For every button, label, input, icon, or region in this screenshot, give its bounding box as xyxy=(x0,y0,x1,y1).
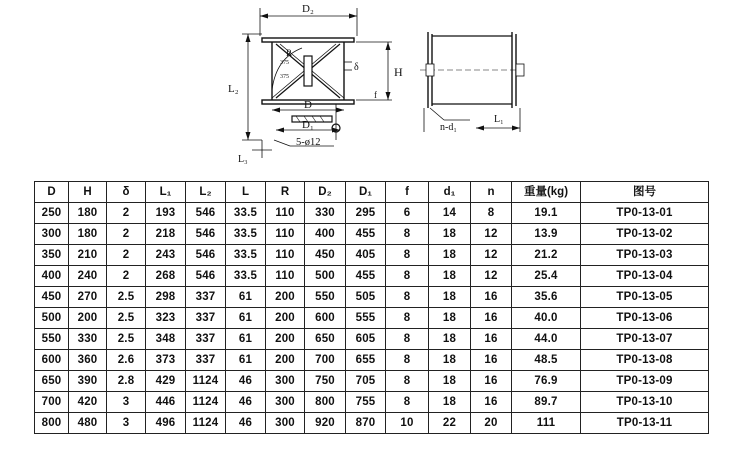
column-header: d₁ xyxy=(429,182,471,203)
table-cell: 755 xyxy=(346,392,386,413)
table-cell: 605 xyxy=(346,329,386,350)
table-cell: 22 xyxy=(429,413,471,434)
table-cell: 455 xyxy=(346,266,386,287)
table-cell: 2.6 xyxy=(107,350,146,371)
table-cell: 400 xyxy=(305,224,346,245)
table-cell: 20 xyxy=(471,413,512,434)
table-cell: 200 xyxy=(69,308,107,329)
table-cell: 348 xyxy=(146,329,186,350)
table-cell: 18 xyxy=(429,392,471,413)
column-header: H xyxy=(69,182,107,203)
table-cell: 33.5 xyxy=(226,245,266,266)
table-cell: 16 xyxy=(471,329,512,350)
column-header: L₂ xyxy=(186,182,226,203)
table-cell: 300 xyxy=(266,371,305,392)
table-cell: 337 xyxy=(186,287,226,308)
column-header: L₁ xyxy=(146,182,186,203)
table-row xyxy=(35,350,709,371)
table-cell: 46 xyxy=(226,413,266,434)
table-cell: 1124 xyxy=(186,413,226,434)
table-cell: 600 xyxy=(35,350,69,371)
label-l1: L₁ xyxy=(494,114,504,125)
table-cell: 18 xyxy=(429,245,471,266)
table-row xyxy=(35,203,709,224)
table-cell: 8 xyxy=(386,329,429,350)
table-body xyxy=(35,203,709,434)
table-cell: 16 xyxy=(471,371,512,392)
table-row xyxy=(35,287,709,308)
table-cell: 8 xyxy=(386,287,429,308)
table-cell: 373 xyxy=(146,350,186,371)
table-cell: 420 xyxy=(69,392,107,413)
table-cell: 300 xyxy=(35,224,69,245)
table-cell: 110 xyxy=(266,245,305,266)
table-cell: 16 xyxy=(471,350,512,371)
table-row xyxy=(35,245,709,266)
table-cell: 18 xyxy=(429,266,471,287)
table-cell: 337 xyxy=(186,350,226,371)
label-delta: δ xyxy=(354,62,359,73)
table-cell: 14 xyxy=(429,203,471,224)
table-cell: 650 xyxy=(305,329,346,350)
table-row xyxy=(35,329,709,350)
table-cell: 405 xyxy=(346,245,386,266)
table-cell: 110 xyxy=(266,266,305,287)
table-cell: 33.5 xyxy=(226,224,266,245)
table-cell: 61 xyxy=(226,329,266,350)
column-header: f xyxy=(386,182,429,203)
column-header: 图号 xyxy=(581,182,709,203)
column-header: D₁ xyxy=(346,182,386,203)
table-cell: 25.4 xyxy=(512,266,581,287)
label-l2: L₂ xyxy=(228,83,239,95)
table-cell: 8 xyxy=(386,350,429,371)
table-cell: 920 xyxy=(305,413,346,434)
table-cell: 193 xyxy=(146,203,186,224)
table-cell: 8 xyxy=(386,245,429,266)
table-cell: 18 xyxy=(429,329,471,350)
table-cell: 243 xyxy=(146,245,186,266)
label-f: f xyxy=(374,90,377,100)
table-cell: 500 xyxy=(35,308,69,329)
column-header: L xyxy=(226,182,266,203)
table-cell: 298 xyxy=(146,287,186,308)
table-row xyxy=(35,413,709,434)
table-cell: 337 xyxy=(186,329,226,350)
table-cell: 800 xyxy=(305,392,346,413)
label-angle-top: 375 xyxy=(280,60,289,66)
label-d2: D₂ xyxy=(302,3,314,15)
table-cell: 2 xyxy=(107,224,146,245)
table-cell: 200 xyxy=(266,329,305,350)
column-header: n xyxy=(471,182,512,203)
table-cell: 218 xyxy=(146,224,186,245)
table-cell: TP0-13-06 xyxy=(581,308,709,329)
table-cell: 3 xyxy=(107,413,146,434)
table-cell: 870 xyxy=(346,413,386,434)
table-cell: 295 xyxy=(346,203,386,224)
table-cell: 650 xyxy=(35,371,69,392)
table-cell: 429 xyxy=(146,371,186,392)
table-cell: 12 xyxy=(471,224,512,245)
table-cell: 33.5 xyxy=(226,203,266,224)
table-cell: 18 xyxy=(429,308,471,329)
table-cell: 210 xyxy=(69,245,107,266)
label-d1: D₁ xyxy=(302,119,314,131)
table-cell: 61 xyxy=(226,308,266,329)
table-cell: 2.5 xyxy=(107,287,146,308)
table-cell: TP0-13-03 xyxy=(581,245,709,266)
table-cell: 61 xyxy=(226,287,266,308)
table-cell: 8 xyxy=(386,308,429,329)
table-cell: 21.2 xyxy=(512,245,581,266)
table-cell: 12 xyxy=(471,266,512,287)
table-cell: 700 xyxy=(35,392,69,413)
table-cell: 300 xyxy=(266,413,305,434)
table-cell: 61 xyxy=(226,350,266,371)
table-cell: 546 xyxy=(186,266,226,287)
table-cell: TP0-13-05 xyxy=(581,287,709,308)
table-cell: 76.9 xyxy=(512,371,581,392)
table-cell: 40.0 xyxy=(512,308,581,329)
table-cell: 2 xyxy=(107,203,146,224)
table-cell: 8 xyxy=(386,371,429,392)
table-cell: 180 xyxy=(69,224,107,245)
table-cell: 44.0 xyxy=(512,329,581,350)
table-cell: 546 xyxy=(186,203,226,224)
label-n-d1: n-d₁ xyxy=(440,122,457,133)
table-cell: 655 xyxy=(346,350,386,371)
table-cell: 10 xyxy=(386,413,429,434)
table-cell: 8 xyxy=(386,266,429,287)
table-cell: 8 xyxy=(386,224,429,245)
table-cell: 330 xyxy=(69,329,107,350)
table-cell: 500 xyxy=(305,266,346,287)
table-cell: 12 xyxy=(471,245,512,266)
table-cell: 705 xyxy=(346,371,386,392)
table-cell: 2.5 xyxy=(107,308,146,329)
table-cell: TP0-13-04 xyxy=(581,266,709,287)
label-angle-bottom: 375 xyxy=(280,74,289,80)
table-cell: 750 xyxy=(305,371,346,392)
technical-drawing xyxy=(0,0,733,180)
table-cell: 555 xyxy=(346,308,386,329)
table-cell: 2.8 xyxy=(107,371,146,392)
label-h: H xyxy=(394,65,403,79)
table-cell: TP0-13-11 xyxy=(581,413,709,434)
label-r: R xyxy=(286,48,293,58)
column-header: δ xyxy=(107,182,146,203)
table-cell: 337 xyxy=(186,308,226,329)
table-cell: 1124 xyxy=(186,392,226,413)
table-row xyxy=(35,392,709,413)
table-cell: 16 xyxy=(471,287,512,308)
table-cell: 8 xyxy=(386,392,429,413)
table-cell: 19.1 xyxy=(512,203,581,224)
table-row xyxy=(35,371,709,392)
table-cell: 550 xyxy=(35,329,69,350)
table-cell: 2.5 xyxy=(107,329,146,350)
table-cell: 2 xyxy=(107,266,146,287)
table-cell: 200 xyxy=(266,350,305,371)
column-header: D xyxy=(35,182,69,203)
table-cell: TP0-13-02 xyxy=(581,224,709,245)
table-cell: 13.9 xyxy=(512,224,581,245)
table-cell: 505 xyxy=(346,287,386,308)
table-cell: 546 xyxy=(186,224,226,245)
table-cell: 8 xyxy=(471,203,512,224)
table-cell: 268 xyxy=(146,266,186,287)
table-cell: 330 xyxy=(305,203,346,224)
table-cell: 18 xyxy=(429,224,471,245)
table-cell: 450 xyxy=(305,245,346,266)
table-cell: 1124 xyxy=(186,371,226,392)
table-cell: TP0-13-07 xyxy=(581,329,709,350)
table-cell: TP0-13-10 xyxy=(581,392,709,413)
table-cell: 46 xyxy=(226,371,266,392)
table-cell: 450 xyxy=(35,287,69,308)
table-cell: 700 xyxy=(305,350,346,371)
table-cell: 110 xyxy=(266,203,305,224)
table-cell: 455 xyxy=(346,224,386,245)
table-cell: 480 xyxy=(69,413,107,434)
spec-table xyxy=(34,181,709,434)
table-cell: 200 xyxy=(266,308,305,329)
table-cell: 18 xyxy=(429,371,471,392)
table-cell: TP0-13-01 xyxy=(581,203,709,224)
table-cell: 240 xyxy=(69,266,107,287)
column-header: 重量(kg) xyxy=(512,182,581,203)
table-row xyxy=(35,308,709,329)
table-cell: 35.6 xyxy=(512,287,581,308)
table-cell: 48.5 xyxy=(512,350,581,371)
table-cell: 546 xyxy=(186,245,226,266)
table-cell: 600 xyxy=(305,308,346,329)
table-cell: 16 xyxy=(471,392,512,413)
table-cell: TP0-13-09 xyxy=(581,371,709,392)
column-header: R xyxy=(266,182,305,203)
table-cell: 89.7 xyxy=(512,392,581,413)
table-cell: 390 xyxy=(69,371,107,392)
table-cell: 2 xyxy=(107,245,146,266)
table-cell: 18 xyxy=(429,350,471,371)
table-cell: 110 xyxy=(266,224,305,245)
table-header-row xyxy=(35,182,709,203)
label-l3: L₃ xyxy=(238,154,248,165)
table-cell: 250 xyxy=(35,203,69,224)
table-row xyxy=(35,224,709,245)
table-cell: 800 xyxy=(35,413,69,434)
table-cell: 550 xyxy=(305,287,346,308)
table-cell: 350 xyxy=(35,245,69,266)
table-cell: 270 xyxy=(69,287,107,308)
table-cell: 33.5 xyxy=(226,266,266,287)
table-cell: 300 xyxy=(266,392,305,413)
table-cell: 400 xyxy=(35,266,69,287)
table-cell: 200 xyxy=(266,287,305,308)
table-cell: 180 xyxy=(69,203,107,224)
table-cell: TP0-13-08 xyxy=(581,350,709,371)
table-cell: 446 xyxy=(146,392,186,413)
label-d: D xyxy=(304,99,312,111)
table-cell: 323 xyxy=(146,308,186,329)
table-cell: 6 xyxy=(386,203,429,224)
table-cell: 16 xyxy=(471,308,512,329)
table-cell: 360 xyxy=(69,350,107,371)
label-bolt: 5-ø12 xyxy=(296,137,321,148)
table-cell: 18 xyxy=(429,287,471,308)
table-cell: 3 xyxy=(107,392,146,413)
table-row xyxy=(35,266,709,287)
column-header: D₂ xyxy=(305,182,346,203)
table-cell: 496 xyxy=(146,413,186,434)
table-cell: 111 xyxy=(512,413,581,434)
table-cell: 46 xyxy=(226,392,266,413)
